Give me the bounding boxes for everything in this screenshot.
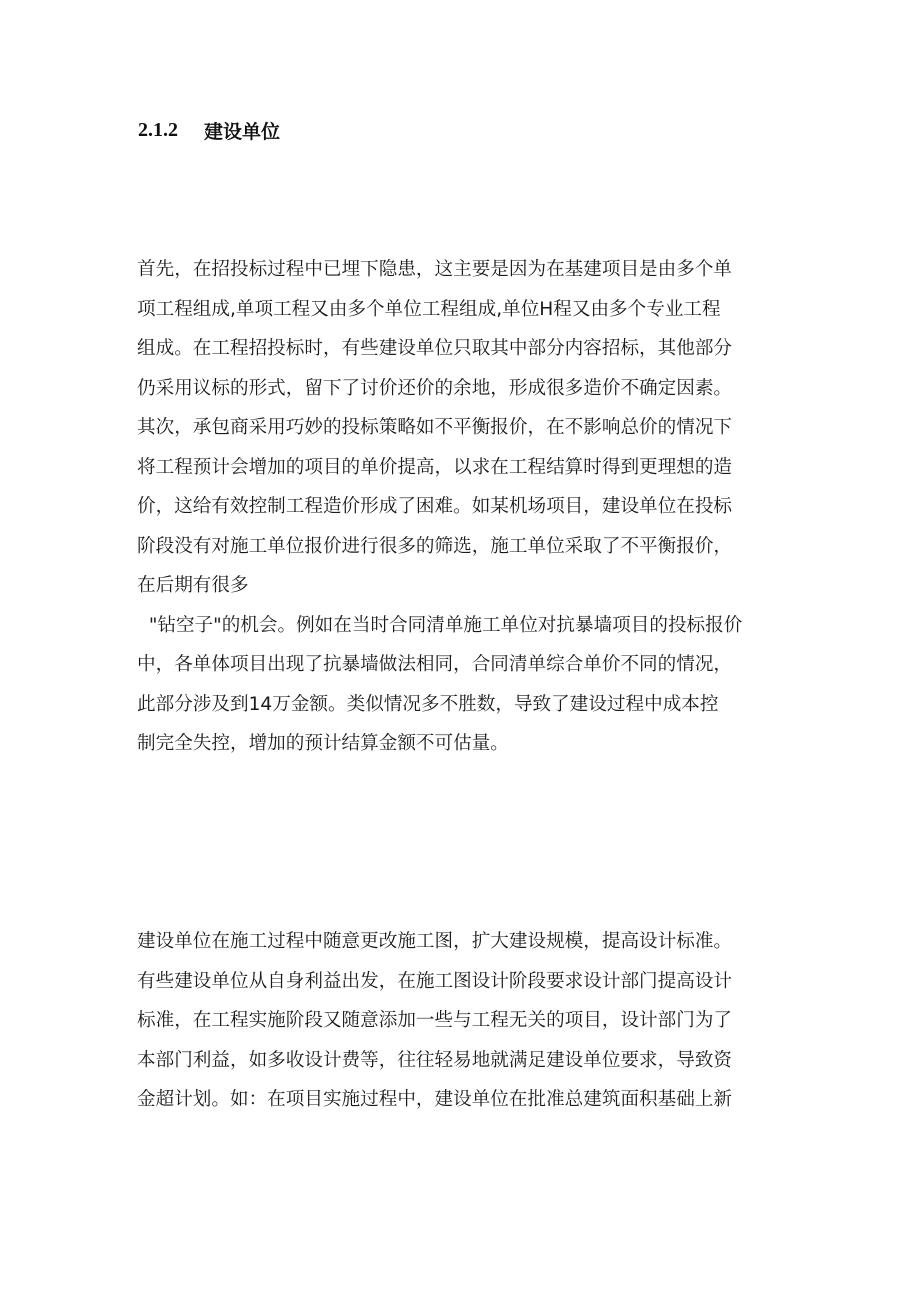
paragraph-line: 此部分涉及到14万金额。类似情况多不胜数，导致了建设过程中成本控 (137, 693, 719, 715)
paragraph-line: 阶段没有对施工单位报价进行很多的筛选，施工单位采取了不平衡报价， (137, 535, 733, 557)
section-title: 建设单位 (204, 120, 281, 143)
paragraph-line: 金超计划。如：在项目实施过程中，建设单位在批准总建筑面积基础上新 (137, 1089, 733, 1110)
paragraph-line: 中，各单体项目出现了抗暴墙做法相同，合同清单综合单价不同的情况， (137, 654, 733, 675)
paragraph-line: 价，这给有效控制工程造价形成了困难。如某机场项目，建设单位在投标 (137, 496, 733, 517)
paragraph-line: 在后期有很多 (137, 575, 249, 596)
paragraph-line: 其次，承包商采用巧妙的投标策略如不平衡报价，在不影响总价的情况下 (137, 417, 733, 438)
paragraph-line: 制完全失控，增加的预计结算金额不可估量。 (137, 733, 509, 754)
paragraph-line: 首先，在招投标过程中已埋下隐患，这主要是因为在基建项目是由多个单 (137, 259, 733, 280)
paragraph-line: "钻空子"的机会。例如在当时合同清单施工单位对抗暴墙项目的投标报价 (137, 614, 743, 636)
paragraph-line: 本部门利益，如多收设计费等，往往轻易地就满足建设单位要求，导致资 (137, 1049, 733, 1071)
section-number: 2.1.2 (138, 118, 178, 141)
paragraph-line: 标准，在工程实施阶段又随意添加一些与工程无关的项目，设计部门为了 (137, 1010, 733, 1031)
section-heading (138, 114, 280, 146)
paragraph-1 (137, 250, 797, 764)
paragraph-line: 建设单位在施工过程中随意更改施工图，扩大建设规模，提高设计标准。 (137, 931, 733, 952)
paragraph-line: 有些建设单位从自身利益出发，在施工图设计阶段要求设计部门提高设计 (137, 970, 733, 992)
paragraph-line: 将工程预计会增加的项目的单价提高，以求在工程结算时得到更理想的造 (137, 456, 733, 478)
paragraph-line: 项工程组成,单项工程又由多个单位工程组成,单位H程又由多个专业工程 (137, 298, 721, 320)
paragraph-line: 组成。在工程招投标时，有些建设单位只取其中部分内容招标，其他部分 (137, 338, 733, 359)
paragraph-2 (137, 922, 797, 1120)
paragraph-line: 仍采用议标的形式，留下了讨价还价的余地，形成很多造价不确定因素。 (137, 377, 733, 399)
